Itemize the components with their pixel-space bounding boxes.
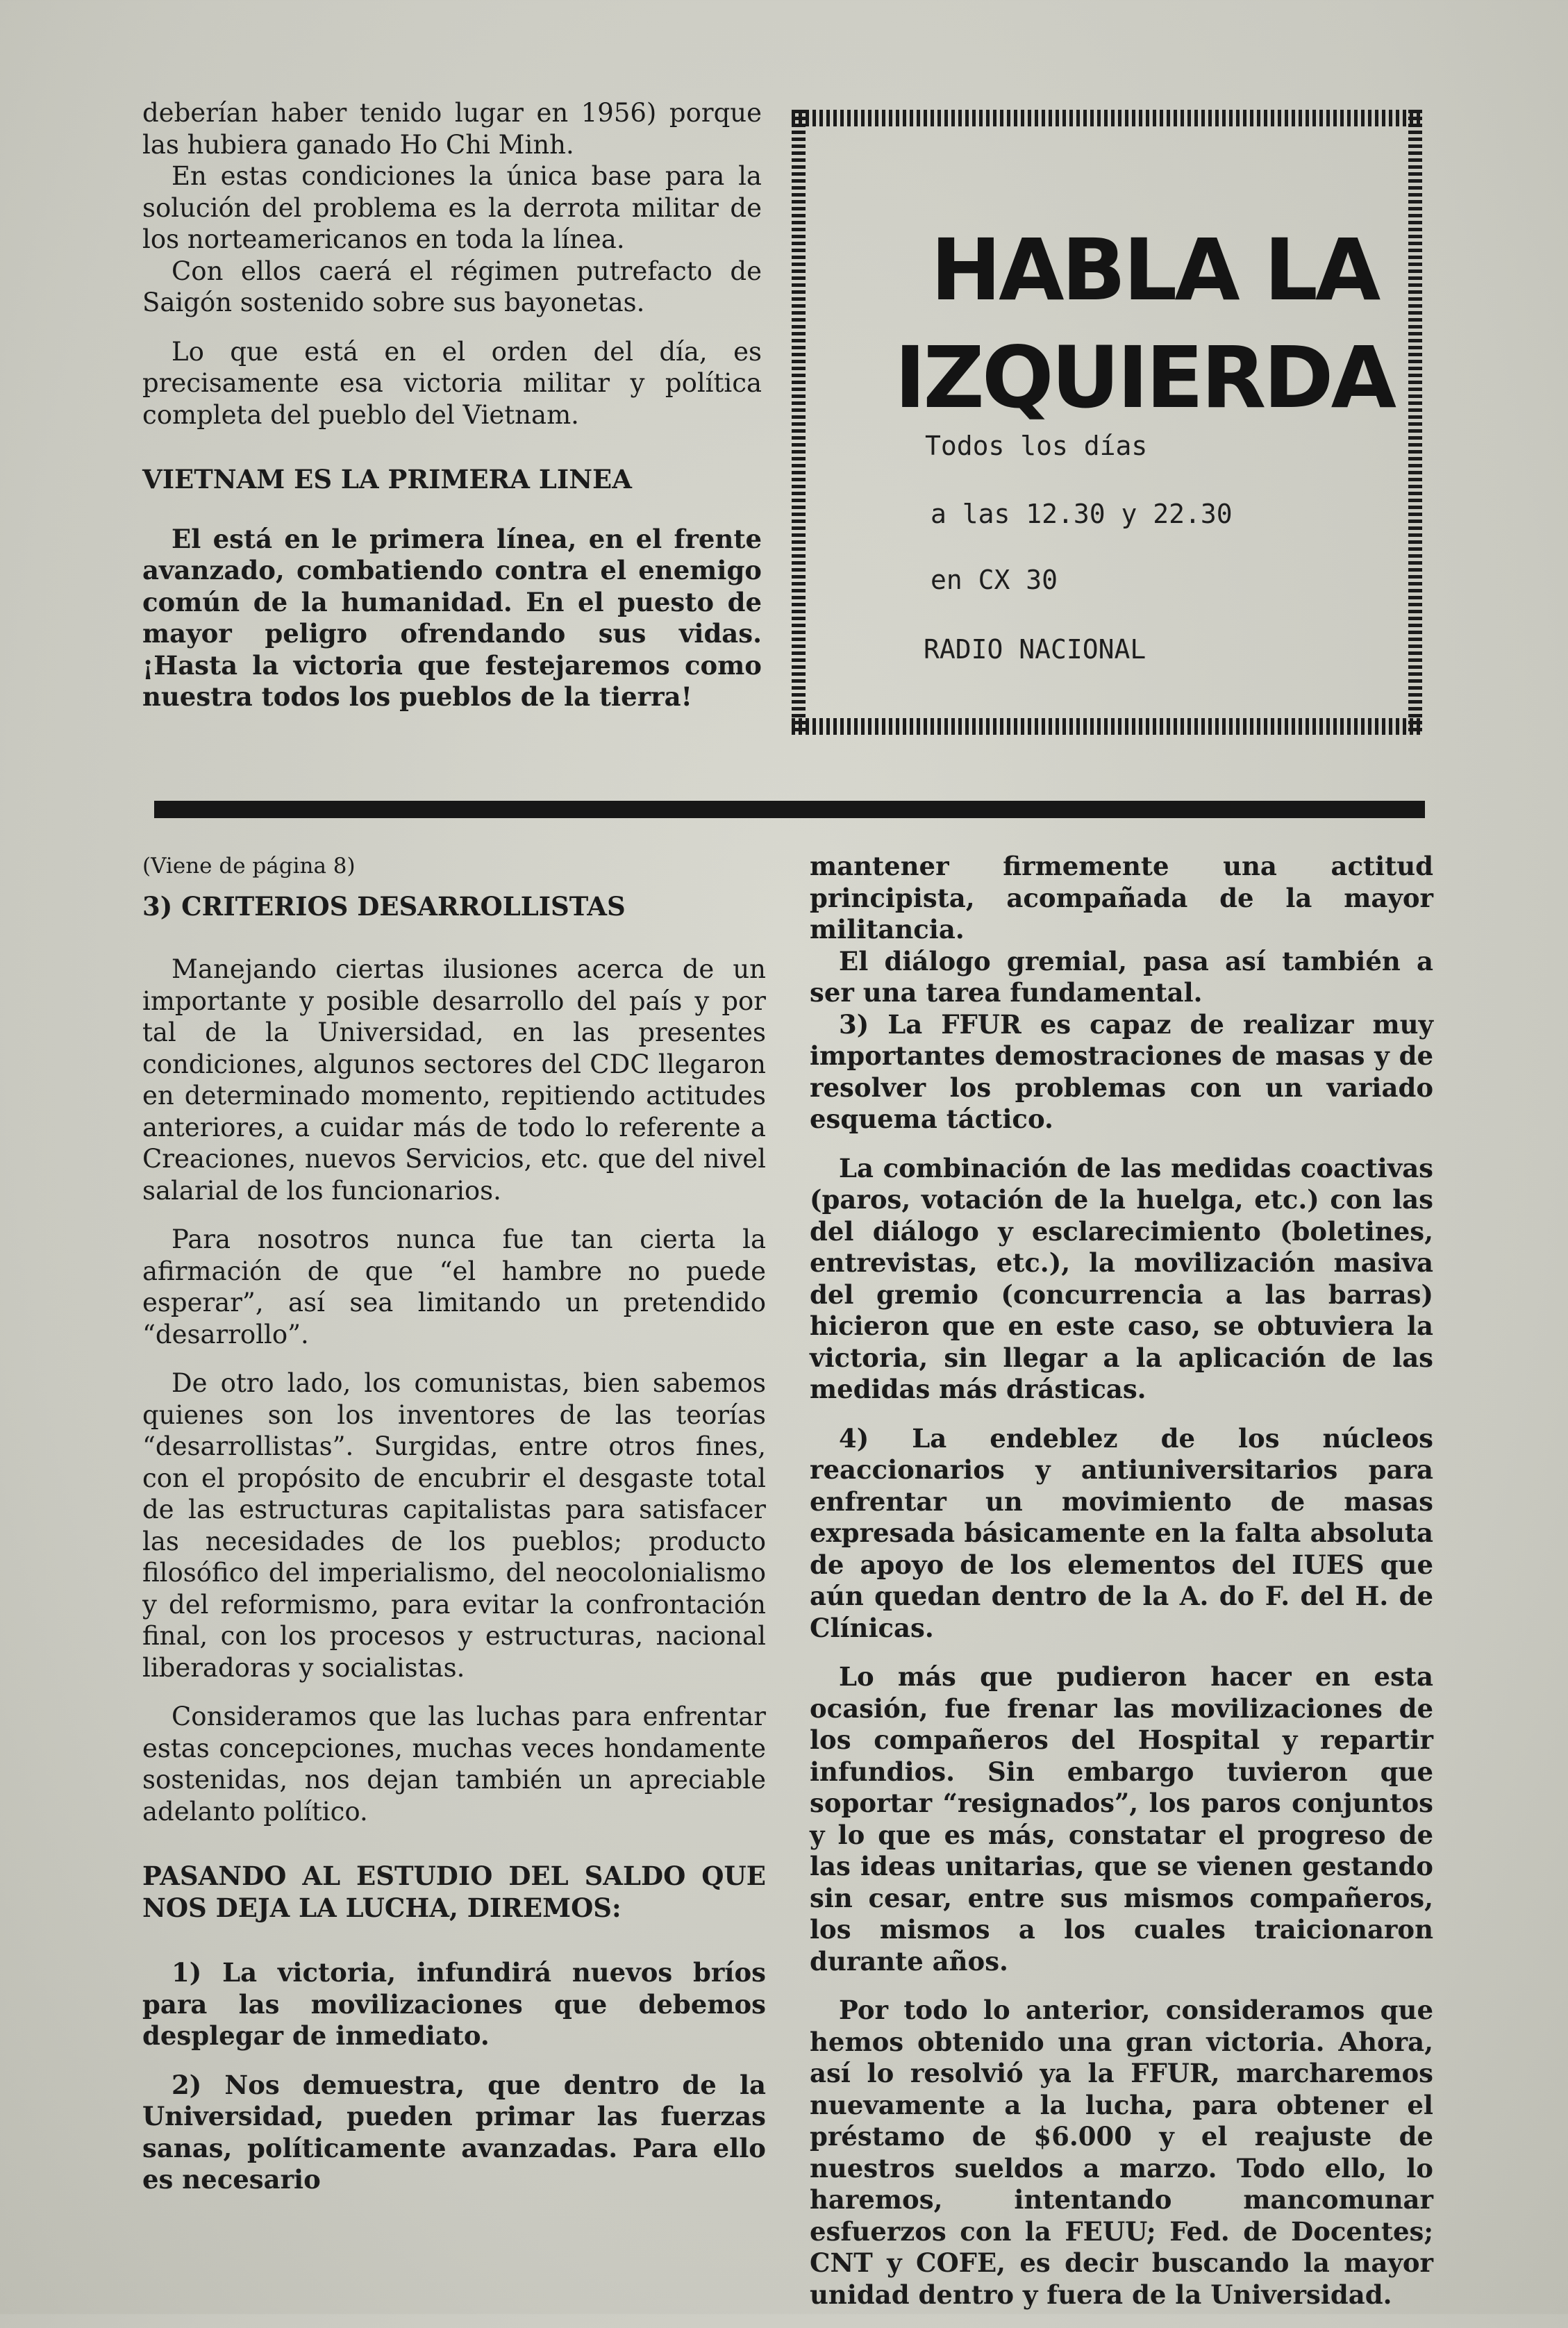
paragraph: Con ellos caerá el régimen putrefacto de Saigón sostenido sobre sus bayonetas. <box>142 256 762 317</box>
paragraph: Para nosotros nunca fue tan cierta la afirmación de que “el hambre no puede esperar”, así sea limitando un pretendido “desarrollo”. <box>142 1224 766 1349</box>
paragraph: mantener firmemente una actitud principista, acompañada de la mayor militancia. <box>810 851 1433 945</box>
paragraph: 2) Nos demuestra, que dentro de la Universidad, pueden primar las fuerzas sanas, políticamente avanzadas. Para ello es necesario <box>142 2069 766 2195</box>
ad-schedule-text: a las 12.30 y 22.30 <box>931 499 1233 529</box>
continued-note: (Viene de página 8) <box>142 854 356 879</box>
ad-border-top <box>792 110 1422 126</box>
top-left-column <box>142 97 762 731</box>
bottom-left-column <box>142 851 766 2213</box>
paragraph: En estas condiciones la única base para la solución del problema es la derrota militar de los norteamericanos en toda la línea. <box>142 161 762 254</box>
paragraph: Lo que está en el orden del día, es precisamente esa victoria militar y política completa del pueblo del Vietnam. <box>142 336 762 430</box>
paragraph: Lo más que pudieron hacer en esta ocasión, fue frenar las movilizaciones de los compañeros del Hospital y repartir infundios. Sin embargo tuvieron que soportar “resignados”, los paros conjuntos y lo que es más, constatar el progreso de las ideas unitarias, que se vienen gestando sin cesar, entre sus mismos compañeros, los mismos a los cuales traicionaron durante años. <box>810 1661 1433 1977</box>
ad-channel-text: en CX 30 <box>931 565 1058 595</box>
ad-border-bottom <box>792 718 1422 735</box>
ad-title: IZQUIERDA <box>894 329 1394 427</box>
paragraph: 3) La FFUR es capaz de realizar muy importantes demostraciones de masas y de resolver los problemas con un variado esquema táctico. <box>810 1008 1433 1134</box>
bottom-right-column <box>810 851 1433 2328</box>
ad-border-left <box>792 110 806 735</box>
paragraph: Manejando ciertas ilusiones acerca de un importante y posible desarrollo del país y por tal de la Universidad, en las presentes condiciones, algunos sectores del CDC llegaron en determinado momento, repitiendo actitudes anteriores, a cuidar más de todo lo referente a Creaciones, nuevos Servicios, etc. que del nivel salarial de los funcionarios. <box>142 954 766 1206</box>
ad-station-text: RADIO NACIONAL <box>924 634 1146 665</box>
radio-advertisement <box>792 110 1422 735</box>
ad-border-right <box>1408 110 1422 735</box>
paragraph: 1) La victoria, infundirá nuevos bríos para las movilizaciones que debemos desplegar de inmediato. <box>142 1957 766 2051</box>
paragraph: 4) La endeblez de los núcleos reaccionarios y antiuniversitarios para enfrentar un movimiento de masas expresada básicamente en la falta absoluta de apoyo de los elementos del IUES que aún quedan dentro de la A. do F. del H. de Clínicas. <box>810 1422 1433 1643</box>
paragraph: La combinación de las medidas coactivas (paros, votación de la huelga, etc.) con las del diálogo y esclarecimiento (boletines, entrevistas, etc.), la movilización masiva del gremio (concurrencia a las barras) hicieron que en este caso, se obtuviera la victoria, sin llegar a la aplicación de las medidas más drásticas. <box>810 1152 1433 1404</box>
paragraph: Consideramos que las luchas para enfrentar estas concepciones, muchas veces hondamente sostenidas, nos dejan también un apreciable adelanto político. <box>142 1702 766 1827</box>
paragraph: El diálogo gremial, pasa así también a ser una tarea fundamental. <box>810 945 1433 1008</box>
paragraph: El está en le primera línea, en el frente avanzado, combatiendo contra el enemigo común de la humanidad. En el puesto de mayor peligro ofrendando sus vidas. ¡Hasta la victoria que festejaremos como nuestra todos los pueblos de la tierra! <box>142 523 762 712</box>
section-divider <box>154 801 1425 818</box>
section-heading: VIETNAM ES LA PRIMERA LINEA <box>142 464 632 494</box>
section-heading: PASANDO AL ESTUDIO DEL SALDO QUE NOS DEJA LA LUCHA, DIREMOS: <box>142 1861 766 1923</box>
paragraph: Por todo lo anterior, consideramos que hemos obtenido una gran victoria. Ahora, así lo resolvió ya la FFUR, marcharemos nuevamente a la lucha, para obtener el préstamo de $6.000 y el reajuste de nuestros sueldos a marzo. Todo ello, lo haremos, intentando mancomunar esfuerzos con la FEUU; Fed. de Docentes; CNT y COFE, es decir buscando la mayor unidad dentro y fuera de la Universidad. <box>810 1995 1433 2310</box>
ad-schedule-text: Todos los días <box>925 431 1148 461</box>
ad-title: HABLA LA <box>931 221 1378 319</box>
paragraph: deberían haber tenido lugar en 1956) porque las hubiera ganado Ho Chi Minh. <box>142 98 762 160</box>
section-heading: 3) CRITERIOS DESARROLLISTAS <box>142 890 626 922</box>
paragraph: De otro lado, los comunistas, bien sabemos quienes son los inventores de las teorías “desarrollistas”. Surgidas, entre otros fines, con el propósito de encubrir el desgaste total de las estructuras capitalistas para satisfacer las necesidades de los pueblos; producto filosófico del imperialismo, del neocolonialismo y del reformismo, para evitar la confrontación final, con los procesos y estructuras, nacional liberadoras y socialistas. <box>142 1368 766 1683</box>
